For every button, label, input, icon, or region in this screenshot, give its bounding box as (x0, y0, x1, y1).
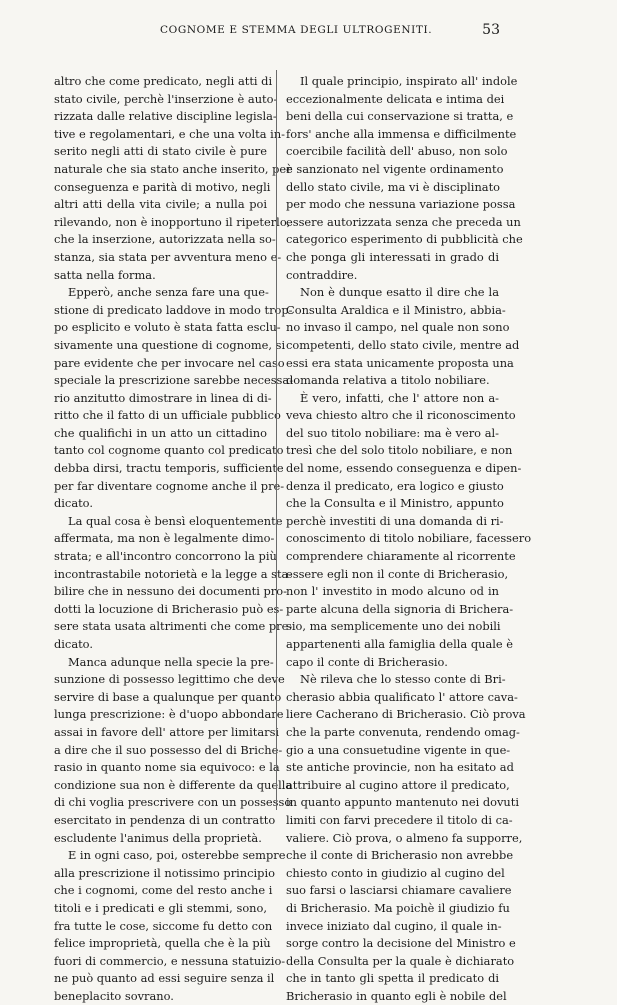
text-line: beni della cui conservazione si tratta, e (286, 109, 514, 124)
text-line: in quanto appunto mantenuto nei dovuti (286, 795, 519, 810)
text-line: dotti la locuzione di Bricherasio può es- (54, 601, 284, 616)
text-line: che la parte convenuta, rendendo omag- (286, 724, 520, 739)
text-line: essere autorizzata senza che preceda un (286, 214, 521, 229)
text-line: veva chiesto altro che il riconoscimento (286, 408, 516, 423)
text-line: titoli e i predicati e gli stemmi, sono, (54, 900, 267, 915)
text-line: essere egli non il conte di Bricherasio, (286, 566, 509, 581)
text-line: domanda relativa a titolo nobiliare. (286, 373, 490, 388)
text-line: Consulta Araldica e il Ministro, abbia- (286, 302, 506, 317)
text-line: sunzione di possesso legittimo che deve (54, 672, 285, 687)
text-line: esercitato in pendenza di un contratto (54, 812, 276, 827)
text-line: satta nella forma. (54, 267, 156, 282)
text-line: È vero, infatti, che l' attore non a- (300, 390, 499, 405)
text-line: E in ogni caso, poi, osterebbe sempre (68, 848, 286, 863)
text-line: valiere. Ciò prova, o almeno fa supporre, (286, 830, 523, 845)
text-line: pare evidente che per invocare nel caso (54, 355, 285, 370)
text-line: naturale che sia stato anche inserito, per (54, 161, 292, 176)
text-line: che ponga gli interessati in grado di (286, 249, 499, 264)
text-line: suo farsi o lasciarsi chiamare cavaliere (286, 883, 512, 898)
text-line: affermata, ma non è legalmente dimo- (54, 531, 275, 546)
text-line: alla prescrizione il notissimo principio (54, 865, 275, 880)
text-line: del suo titolo nobiliare: ma è vero al- (286, 425, 499, 440)
text-line: tresì che del solo titolo nobiliare, e non (286, 443, 513, 458)
text-line: ritto che il fatto di un ufficiale pubblico (54, 408, 281, 423)
text-line: stato civile, perchè l'inserzione è auto- (54, 91, 278, 106)
text-line: Non è dunque esatto il dire che la (300, 285, 499, 300)
text-line: La qual cosa è bensì eloquentemente (68, 513, 283, 528)
page-number: 53 (482, 22, 500, 38)
text-line: serito negli atti di stato civile è pure (54, 144, 267, 159)
text-line: che la inserzione, autorizzata nella so- (54, 232, 276, 247)
text-line: dicato. (54, 637, 93, 651)
text-line: limiti con farvi precedere il titolo di ca- (286, 812, 513, 827)
text-line: Manca adunque nella specie la pre- (68, 654, 274, 669)
text-line: è sanzionato nel vigente ordinamento (286, 161, 504, 176)
text-column-left (54, 73, 294, 1003)
text-line: altri atti della vita civile; a nulla poi (54, 197, 267, 212)
text-line: sorge contro la decisione del Ministro e (286, 936, 516, 951)
text-line: rasio in quanto nome sia equivoco: e la (54, 760, 280, 775)
text-line: tive e regolamentari, e che una volta in- (54, 126, 285, 141)
text-line: Bricherasio in quanto egli è nobile del (286, 988, 507, 1003)
text-line: capo il conte di Bricherasio. (286, 654, 448, 669)
text-line: no invaso il campo, nel quale non sono (286, 320, 510, 335)
text-line: speciale la prescrizione sarebbe necessa- (54, 373, 294, 388)
text-line: che in tanto gli spetta il predicato di (286, 971, 499, 986)
text-line: conseguenza e parità di motivo, negli (54, 179, 271, 194)
text-line: fra tutte le cose, siccome fu detto con (54, 918, 273, 933)
text-line: fuori di commercio, e nessuna statuizio- (54, 953, 286, 968)
text-line: conoscimento di titolo nobiliare, facessero (286, 531, 532, 546)
text-line: stanza, sia stata per avventura meno e- (54, 249, 282, 264)
text-line: essi era stata unicamente proposta una (286, 355, 514, 370)
text-line: Il quale principio, inspirato all' indole (300, 74, 518, 88)
text-line: tanto col cognome quanto col predicato (54, 443, 284, 458)
text-line: che qualifichi in un atto un cittadino (54, 425, 267, 440)
text-line: competenti, dello stato civile, mentre ad (286, 337, 520, 352)
text-line: che i cognomi, come del resto anche i (54, 883, 273, 898)
text-line: liere Cacherano di Bricherasio. Ciò prova (286, 707, 526, 722)
text-line: contraddire. (286, 267, 358, 282)
page-header (40, 22, 500, 42)
text-line: beneplacito sovrano. (54, 988, 174, 1003)
text-line: assai in favore dell' attore per limitarsi (54, 724, 280, 739)
text-line: incontrastabile notorietà e la legge a sta- (54, 566, 293, 581)
text-line: bilire che in nessuno dei documenti pro- (54, 584, 287, 599)
text-line: sivamente una questione di cognome, si (54, 337, 286, 352)
text-line: dicato. (54, 496, 93, 511)
text-line: non l' investito in modo alcuno od in (286, 584, 499, 599)
text-line: altro che come predicato, negli atti di (54, 74, 273, 88)
text-line: condizione sua non è differente da quella (54, 777, 293, 792)
text-line: eccezionalmente delicata e intima dei (286, 91, 505, 106)
text-line: rizzata dalle relative discipline legisla- (54, 109, 277, 124)
text-line: invece iniziato dal cugino, il quale in- (286, 918, 502, 933)
text-line: sere stata usata altrimenti che come pre- (54, 619, 293, 634)
text-line: gio a una consuetudine vigente in que- (286, 742, 511, 757)
text-line: denza il predicato, era logico e giusto (286, 478, 504, 493)
text-line: sio, ma semplicemente uno dei nobili (286, 619, 501, 634)
text-line: po esplicito e voluto è stata fatta esclu- (54, 320, 281, 335)
text-line: coercibile facilità dell' abuso, non solo (286, 144, 508, 159)
text-line: fors' anche alla immensa e difficilmente (286, 126, 517, 141)
text-line: appartenenti alla famiglia della quale è (286, 637, 514, 651)
text-line: debba dirsi, tractu temporis, sufficiente (54, 461, 284, 476)
text-line: per modo che nessuna variazione possa (286, 197, 516, 212)
text-line: ne può quanto ad essi seguire senza il (54, 971, 275, 986)
text-line: ste antiche provincie, non ha esitato ad (286, 760, 514, 775)
text-line: strata; e all'incontro concorrono la più (54, 549, 277, 564)
text-line: attribuire al cugino attore il predicato, (286, 777, 510, 792)
text-line: rilevando, non è inopportuno il ripeterlo, (54, 214, 291, 229)
text-line: parte alcuna della signoria di Brichera- (286, 601, 514, 616)
text-line: stione di predicato laddove in modo trop- (54, 302, 293, 317)
text-line: di chi voglia prescrivere con un possesso (54, 795, 292, 810)
text-line: categorico esperimento di pubblicità che (286, 232, 523, 247)
text-line: per far diventare cognome anche il pre- (54, 478, 285, 493)
text-line: Nè rileva che lo stesso conte di Bri- (300, 672, 506, 687)
text-line: rio anzitutto dimostrare in linea di di- (54, 390, 272, 405)
text-line: felice improprietà, quella che è la più (54, 936, 271, 951)
text-line: escludente l'animus della proprietà. (54, 830, 262, 845)
text-line: di Bricherasio. Ma poichè il giudizio fu (286, 900, 510, 915)
running-head: COGNOME E STEMMA DEGLI ULTROGENITI. (160, 24, 433, 36)
column-divider (276, 70, 277, 810)
text-line: cherasio abbia qualificato l' attore cava- (286, 689, 518, 704)
text-line: che il conte di Bricherasio non avrebbe (286, 848, 514, 863)
text-line: chiesto conto in giudizio al cugino del (286, 865, 505, 880)
text-line: che la Consulta e il Ministro, appunto (286, 496, 504, 511)
text-line: comprendere chiaramente al ricorrente (286, 549, 516, 564)
text-line: dello stato civile, ma vi è disciplinato (286, 179, 501, 194)
text-line: perchè investiti di una domanda di ri- (286, 513, 504, 528)
text-line: Epperò, anche senza fare una que- (68, 285, 269, 300)
text-line: a dire che il suo possesso del di Briche- (54, 742, 283, 757)
text-line: della Consulta per la quale è dichiarato (286, 953, 515, 968)
text-column-right (286, 73, 532, 1003)
text-line: lunga prescrizione: è d'uopo abbondare (54, 707, 284, 722)
text-line: del nome, essendo conseguenza e dipen- (286, 461, 522, 476)
text-line: servire di base a qualunque per quanto (54, 689, 282, 704)
